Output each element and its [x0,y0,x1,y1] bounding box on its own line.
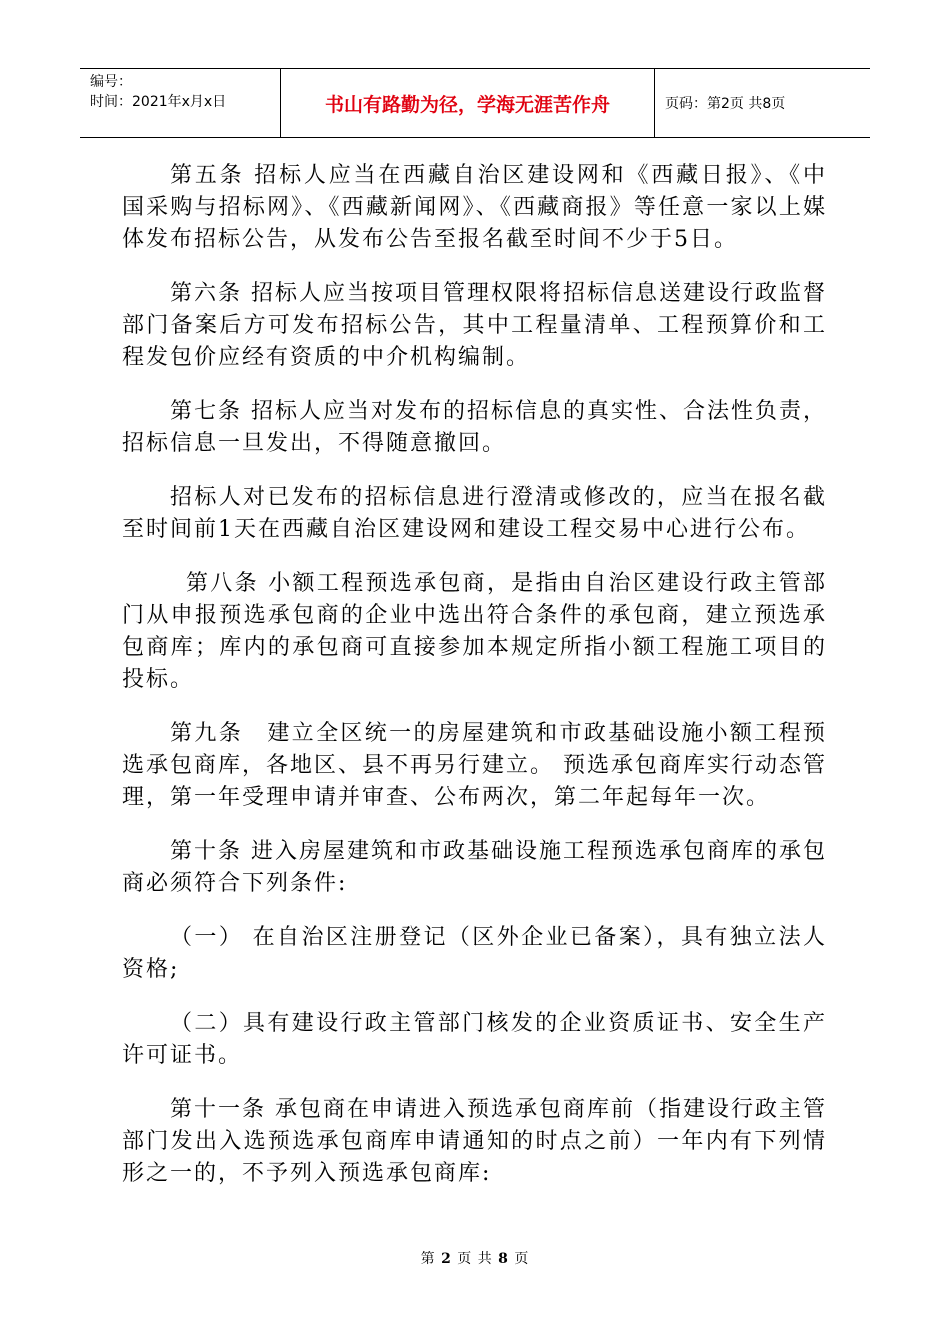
article-6-paragraph: 第六条 招标人应当按项目管理权限将招标信息送建设行政监督部门备案后方可发布招标公告，其中工程量清单、工程预算价和工程发包价应经有资质的中介机构编制。 [122,281,827,370]
condition-2-paragraph: （二）具有建设行政主管部门核发的企业资质证书、安全生产许可证书。 [122,1011,827,1068]
article-10-paragraph: 第十条 进入房屋建筑和市政基础设施工程预选承包商库的承包商必须符合下列条件: [122,839,827,896]
footer-total-pages: 8 [498,1251,509,1267]
footer-prefix: 第 [420,1251,436,1267]
header-slogan: 书山有路勤为径，学海无涯苦作舟 [281,69,655,137]
header-page-info: 页码：第2页 共8页 [665,96,786,112]
footer-middle: 页 共 [457,1251,493,1267]
footer-suffix: 页 [514,1251,530,1267]
article-5-paragraph: 第五条 招标人应当在西藏自治区建设网和《西藏日报》、《中国采购与招标网》、《西藏新闻网》、《西藏商报》等任意一家以上媒体发布招标公告，从发布公告至报名截至时间不少于5日。 [122,163,827,252]
document-time-label: 时间：2021年x月x日 [90,94,227,110]
article-11-paragraph: 第十一条 承包商在申请进入预选承包商库前（指建设行政主管部门发出入选预选承包商库申请通知的时点之前）一年内有下列情形之一的，不予列入预选承包商库: [122,1097,827,1186]
footer-page-number: 2 [441,1251,452,1267]
article-9-paragraph: 第九条 建立全区统一的房屋建筑和市政基础设施小额工程预选承包商库，各地区、县不再另行建立。 预选承包商库实行动态管理，第一年受理申请并审查、公布两次，第二年起每年一次。 [122,721,827,810]
document-body [122,160,827,1212]
article-7-paragraph: 第七条 招标人应当对发布的招标信息的真实性、合法性负责，招标信息一旦发出，不得随意撤回。 [122,399,827,456]
clarification-paragraph: 招标人对已发布的招标信息进行澄清或修改的，应当在报名截至时间前1天在西藏自治区建设网和建设工程交易中心进行公布。 [122,485,827,542]
condition-1-paragraph: （一） 在自治区注册登记（区外企业已备案），具有独立法人资格; [122,925,827,982]
page-footer [0,1248,950,1268]
page-header [80,68,870,138]
document-number-label: 编号： [90,74,132,90]
header-meta [80,69,281,137]
article-8-paragraph: 第八条 小额工程预选承包商，是指由自治区建设行政主管部门从申报预选承包商的企业中选出符合条件的承包商，建立预选承包商库；库内的承包商可直接参加本规定所指小额工程施工项目的投标。 [122,571,827,692]
